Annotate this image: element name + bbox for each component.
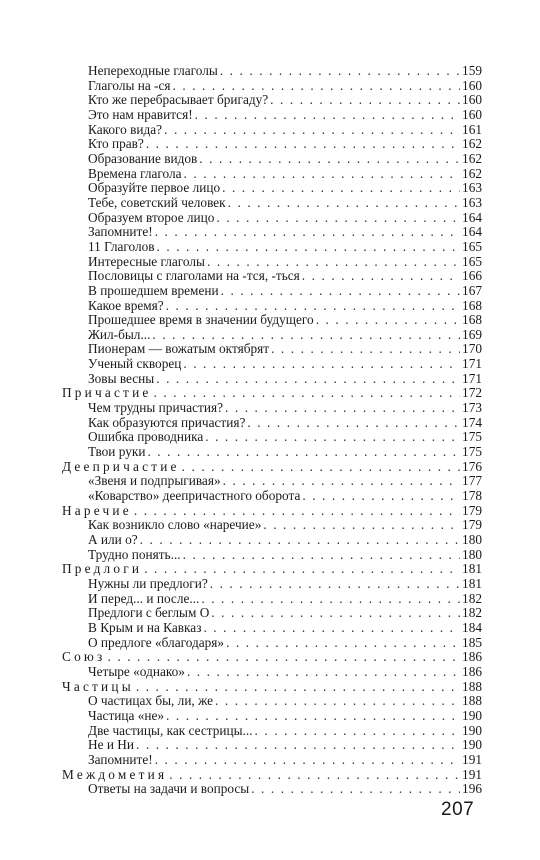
toc-entry-page-number: 191 (462, 766, 482, 782)
toc-entry-page-number: 180 (462, 546, 482, 562)
dot-leader (226, 636, 460, 651)
dot-leader (228, 196, 460, 211)
toc-entry-title: Жил-был... (88, 326, 151, 342)
dot-leader (169, 768, 460, 783)
toc-entry-page-number: 160 (462, 92, 482, 108)
toc-entry-page-number: 176 (462, 458, 482, 474)
toc-entry-page-number: 188 (462, 678, 482, 694)
toc-entry (62, 284, 482, 299)
toc-entry (62, 269, 482, 284)
toc-entry-title: Какого вида? (88, 121, 163, 137)
toc-section-entry (62, 680, 482, 695)
toc-entry-title: Две частицы, как сестрицы... (88, 722, 253, 738)
dot-leader (108, 650, 461, 665)
dot-leader (144, 562, 460, 577)
toc-entry-page-number: 163 (462, 180, 482, 196)
toc-entry-title: Кто же перебрасывает бригаду? (88, 92, 269, 108)
toc-entry-title: Предлоги (62, 561, 143, 577)
dot-leader (270, 93, 460, 108)
toc-entry-page-number: 190 (462, 737, 482, 753)
toc-entry (62, 416, 482, 431)
dot-leader (166, 709, 460, 724)
dot-leader (215, 694, 460, 709)
toc-entry-page-number: 172 (462, 385, 482, 401)
toc-entry-title: Чем трудны причастия? (88, 400, 223, 416)
toc-section-entry (62, 562, 482, 577)
toc-entry (62, 299, 482, 314)
dot-leader (147, 445, 460, 460)
toc-entry-page-number: 190 (462, 722, 482, 738)
dot-leader (199, 152, 460, 167)
toc-entry-page-number: 170 (462, 341, 482, 357)
toc-entry-title: И перед... и после... (88, 590, 200, 606)
toc-entry (62, 753, 482, 768)
toc-entry-title: Ученый скворец (88, 356, 182, 372)
toc-entry (62, 430, 482, 445)
dot-leader (205, 430, 460, 445)
page-number: 207 (441, 799, 475, 820)
toc-entry (62, 93, 482, 108)
dot-leader (211, 606, 460, 621)
toc-entry-title: Частица «не» (88, 707, 165, 723)
toc-entry (62, 79, 482, 94)
dot-leader (184, 167, 461, 182)
table-of-contents (62, 64, 482, 797)
dot-leader (247, 416, 460, 431)
dot-leader (255, 724, 461, 739)
toc-entry-title: Твои руки (88, 444, 146, 460)
toc-entry (62, 342, 482, 357)
toc-entry-page-number: 164 (462, 209, 482, 225)
toc-entry-title: Ответы на задачи и вопросы (88, 781, 250, 797)
toc-entry-page-number: 186 (462, 649, 482, 665)
toc-entry-title: Это нам нравится! (88, 106, 193, 122)
dot-leader (154, 386, 461, 401)
toc-entry-title: Образование видов (88, 150, 198, 166)
toc-entry (62, 548, 482, 563)
toc-entry-title: Частицы (62, 678, 134, 694)
dot-leader (182, 460, 460, 475)
toc-entry-title: «Звеня и подпрыгивая» (88, 473, 221, 489)
dot-leader (263, 518, 460, 533)
toc-entry-title: Образуем второе лицо (88, 209, 215, 225)
toc-entry-page-number: 173 (462, 400, 482, 416)
toc-entry (62, 694, 482, 709)
toc-entry (62, 328, 482, 343)
toc-entry-title: Причастие (62, 385, 152, 401)
dot-leader (152, 328, 460, 343)
toc-entry (62, 167, 482, 182)
toc-entry-page-number: 160 (462, 106, 482, 122)
dot-leader (316, 313, 460, 328)
toc-entry (62, 181, 482, 196)
toc-entry-title: Тебе, советский человек (88, 194, 226, 210)
toc-entry (62, 196, 482, 211)
toc-entry-title: Междометия (62, 766, 168, 782)
toc-section-entry (62, 650, 482, 665)
toc-entry-title: Наречие (62, 502, 132, 518)
toc-entry (62, 606, 482, 621)
toc-entry-title: О предлоге «благодаря» (88, 634, 225, 650)
toc-entry-title: Зовы весны (88, 370, 155, 386)
toc-entry (62, 64, 482, 79)
dot-leader (136, 738, 460, 753)
dot-leader (155, 753, 460, 768)
toc-entry-page-number: 168 (462, 312, 482, 328)
toc-entry-page-number: 180 (462, 532, 482, 547)
dot-leader (173, 79, 461, 94)
toc-section-entry (62, 768, 482, 783)
toc-entry-page-number: 188 (462, 693, 482, 709)
toc-entry (62, 782, 482, 797)
toc-entry-page-number: 168 (462, 297, 482, 313)
toc-entry-page-number: 171 (462, 370, 482, 386)
toc-entry-title: Непереходные глаголы (88, 63, 218, 78)
toc-entry (62, 152, 482, 167)
toc-entry (62, 240, 482, 255)
toc-section-entry (62, 504, 482, 519)
toc-entry-page-number: 175 (462, 429, 482, 445)
dot-leader (140, 533, 460, 548)
toc-entry-page-number: 177 (462, 473, 482, 489)
toc-entry-title: Образуйте первое лицо (88, 180, 221, 196)
toc-entry-title: Четыре «однако» (88, 663, 185, 679)
toc-entry-title: Глаголы на -ся (88, 77, 171, 93)
dot-leader (223, 474, 460, 489)
dot-leader (156, 372, 460, 387)
toc-entry-page-number: 178 (462, 488, 482, 504)
toc-entry-page-number: 181 (462, 575, 482, 591)
toc-entry-title: Запомните! (88, 224, 153, 240)
dot-leader (203, 621, 460, 636)
toc-entry-page-number: 175 (462, 444, 482, 460)
toc-entry (62, 577, 482, 592)
toc-entry-page-number: 184 (462, 619, 482, 635)
dot-leader (201, 592, 460, 607)
toc-entry-page-number: 161 (462, 121, 482, 137)
toc-entry-title: О частицах бы, ли, же (88, 693, 213, 709)
dot-leader (146, 137, 460, 152)
toc-entry-title: В Крым и на Кавказ (88, 619, 202, 635)
toc-entry-page-number: 162 (462, 136, 482, 152)
toc-entry (62, 489, 482, 504)
toc-entry-title: Запомните! (88, 751, 153, 767)
toc-entry (62, 592, 482, 607)
toc-entry (62, 445, 482, 460)
dot-leader (271, 342, 460, 357)
toc-entry-title: А или о? (88, 532, 138, 547)
dot-leader (164, 123, 460, 138)
toc-entry-page-number: 174 (462, 414, 482, 430)
toc-entry (62, 255, 482, 270)
dot-leader (210, 577, 460, 592)
dot-leader (221, 284, 460, 299)
toc-entry (62, 357, 482, 372)
toc-entry-title: Союз (62, 649, 106, 665)
toc-entry-title: Прошедшее время в значении будущего (88, 312, 314, 328)
toc-entry (62, 518, 482, 533)
toc-entry-page-number: 186 (462, 663, 482, 679)
toc-entry-title: Как возникло слово «наречие» (88, 517, 262, 533)
toc-entry-page-number: 196 (462, 781, 482, 797)
toc-entry-page-number: 159 (462, 63, 482, 78)
toc-entry (62, 123, 482, 138)
toc-entry (62, 533, 482, 548)
toc-entry-page-number: 191 (462, 751, 482, 767)
toc-entry-page-number: 160 (462, 77, 482, 93)
toc-entry-title: Ошибка проводника (88, 429, 204, 445)
toc-entry (62, 137, 482, 152)
toc-entry-page-number: 181 (462, 561, 482, 577)
toc-entry (62, 225, 482, 240)
dot-leader (155, 225, 460, 240)
toc-entry-title: Трудно понять... (88, 546, 181, 562)
toc-entry-title: «Коварство» деепричастного оборота (88, 488, 301, 504)
toc-entry (62, 665, 482, 680)
toc-entry-title: Кто прав? (88, 136, 144, 152)
toc-section-entry (62, 460, 482, 475)
toc-entry-page-number: 179 (462, 502, 482, 518)
toc-entry-page-number: 166 (462, 268, 482, 284)
toc-entry-page-number: 165 (462, 253, 482, 269)
toc-entry (62, 724, 482, 739)
toc-entry-title: Как образуются причастия? (88, 414, 246, 430)
toc-entry-page-number: 185 (462, 634, 482, 650)
toc-entry-page-number: 164 (462, 224, 482, 240)
toc-entry-title: Нужны ли предлоги? (88, 575, 208, 591)
toc-entry (62, 474, 482, 489)
toc-entry-page-number: 171 (462, 356, 482, 372)
toc-entry-page-number: 169 (462, 326, 482, 342)
toc-entry-title: Деепричастие (62, 458, 180, 474)
toc-entry (62, 211, 482, 226)
toc-entry (62, 372, 482, 387)
toc-entry (62, 313, 482, 328)
dot-leader (157, 240, 461, 255)
dot-leader (195, 108, 460, 123)
toc-entry (62, 738, 482, 753)
toc-entry-page-number: 182 (462, 590, 482, 606)
toc-entry-page-number: 165 (462, 238, 482, 254)
toc-entry-page-number: 162 (462, 150, 482, 166)
toc-entry-page-number: 182 (462, 605, 482, 621)
dot-leader (220, 64, 460, 79)
toc-entry-title: Пословицы с глаголами на -тся, -ться (88, 268, 300, 284)
toc-entry-page-number: 167 (462, 282, 482, 298)
toc-entry (62, 401, 482, 416)
dot-leader (251, 782, 460, 797)
toc-section-entry (62, 386, 482, 401)
toc-entry-page-number: 162 (462, 165, 482, 181)
dot-leader (225, 401, 460, 416)
dot-leader (302, 269, 460, 284)
dot-leader (134, 504, 460, 519)
toc-entry-title: Предлоги с беглым О (88, 605, 210, 621)
toc-entry-page-number: 179 (462, 517, 482, 533)
toc-entry-page-number: 163 (462, 194, 482, 210)
toc-entry-title: Пионерам — вожатым октябрят (88, 341, 270, 357)
toc-entry-title: В прошедшем времени (88, 282, 219, 298)
toc-entry (62, 636, 482, 651)
toc-entry (62, 709, 482, 724)
dot-leader (136, 680, 460, 695)
toc-entry-title: Времена глагола (88, 165, 182, 181)
dot-leader (183, 357, 460, 372)
dot-leader (222, 181, 460, 196)
dot-leader (207, 255, 460, 270)
dot-leader (216, 211, 460, 226)
toc-entry-title: Какое время? (88, 297, 164, 313)
dot-leader (166, 299, 460, 314)
dot-leader (183, 548, 460, 563)
dot-leader (302, 489, 460, 504)
toc-entry-title: 11 Глаголов (88, 238, 155, 254)
toc-entry-page-number: 190 (462, 707, 482, 723)
toc-entry (62, 621, 482, 636)
toc-entry-title: Интересные глаголы (88, 253, 205, 269)
dot-leader (187, 665, 460, 680)
toc-entry-title: Не и Ни (88, 737, 134, 753)
toc-entry (62, 108, 482, 123)
